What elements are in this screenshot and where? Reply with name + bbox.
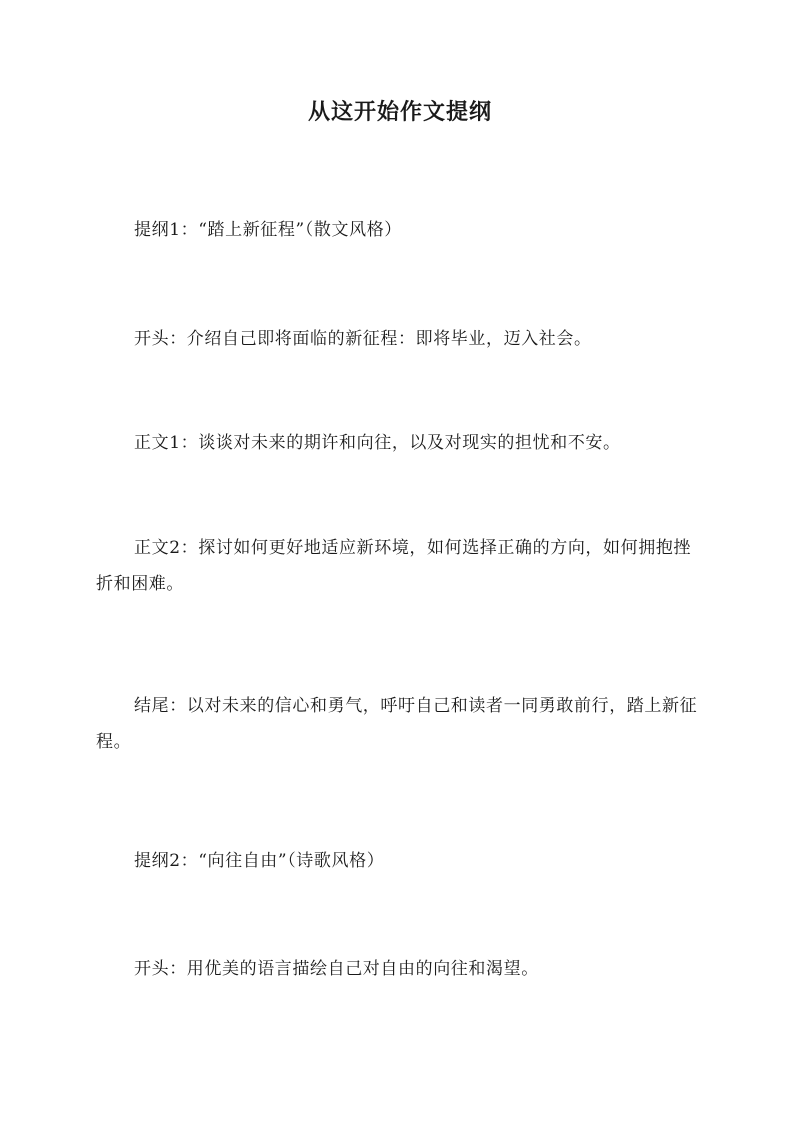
outline-2-opening: 开头：用优美的语言描绘自己对自由的向往和渴望。	[134, 959, 539, 979]
outline-1-body-2: 正文2：探讨如何更好地适应新环境，如何选择正确的方向，如何拥抱挫折和困难。	[96, 538, 692, 594]
document-title: 从这开始作文提纲	[307, 99, 492, 125]
outline-1-body-1: 正文1：谈谈对未来的期许和向往，以及对现实的担忧和不安。	[134, 433, 621, 453]
outline-1-ending: 结尾：以对未来的信心和勇气，呼吁自己和读者一同勇敢前行，踏上新征程。	[96, 696, 698, 752]
outline-2-heading: 提纲2：“向往自由”（诗歌风格）	[134, 851, 385, 871]
outline-1-heading: 提纲1：“踏上新征程”（散文风格）	[134, 220, 402, 240]
outline-1-opening: 开头：介绍自己即将面临的新征程：即将毕业，迈入社会。	[134, 329, 592, 349]
